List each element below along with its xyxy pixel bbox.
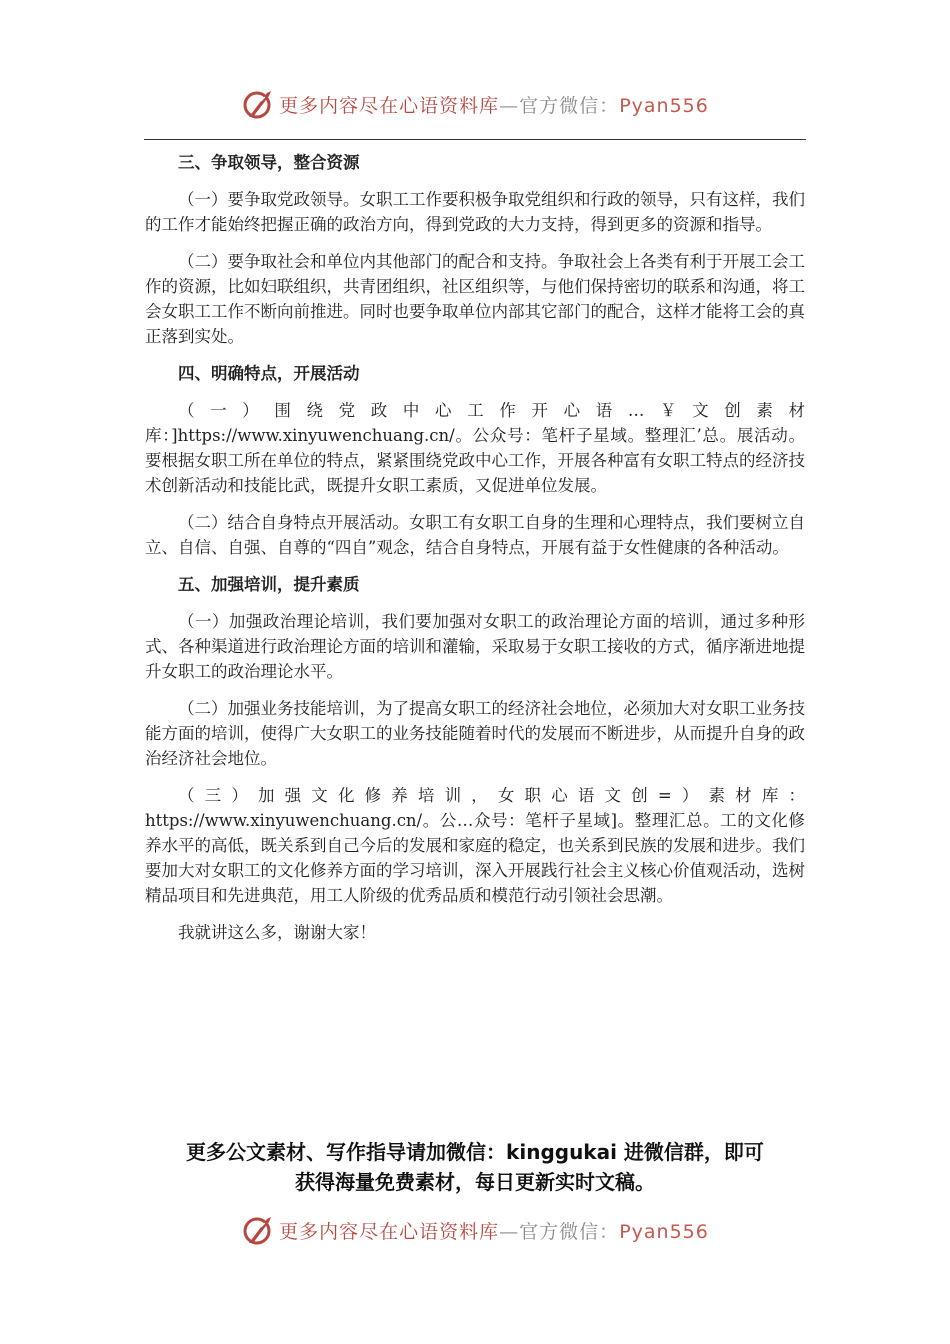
paragraph: （一）加强政治理论培训，我们要加强对女职工的政治理论方面的培训，通过多种形式、各种渠道进行政治理论方面的培训和灌输，采取易于女职工接收的方式，循序渐进地提升女职工的政治理论水平。	[145, 612, 805, 681]
section-heading-4: 四、明确特点，开展活动	[178, 364, 360, 383]
footer-banner	[0, 1210, 950, 1250]
banner-text	[279, 1217, 709, 1244]
document-body	[145, 150, 805, 945]
promo-line-1: 更多公文素材、写作指导请加微信：kinggukai 进微信群，即可	[186, 1140, 764, 1164]
header-rule	[144, 139, 806, 140]
banner-dash: —	[499, 94, 520, 117]
header-banner	[0, 84, 950, 124]
paragraph: （二）结合自身特点开展活动。女职工有女职工自身的生理和心理特点，我们要树立自立、自信、自强、自尊的“四自”观念，结合自身特点，开展有益于女性健康的各种活动。	[145, 513, 805, 557]
promo-text	[130, 1137, 820, 1197]
paragraph: （二）要争取社会和单位内其他部门的配合和支持。争取社会上各类有利于开展工会工作的资源，比如妇联组织，共青团组织，社区组织等，与他们保持密切的联系和沟通，将工会女职工工作不断向前推进。同时也要争取单位内部其它部门的配合，这样才能将工会的真正落到实处。	[145, 252, 805, 346]
section-heading-3: 三、争取领导，整合资源	[178, 153, 360, 172]
banner-text	[279, 91, 709, 118]
banner-site: 更多内容尽在心语资料库	[279, 94, 500, 117]
paragraph: （三）加强文化修养培训，女职心语文创=）素材库：https://www.xinyuwenchuang.cn/。公…众号：笔杆子星域]。整理汇总。工的文化修养水平的高低，既关系到自己今后的发展和家庭的稳定，也关系到民族的发展和进步。我们要加大对女职工的文化修养方面的学习培训，深入开展践行社会主义核心价值观活动，选树精品项目和先进典范，用工人阶级的优秀品质和模范行动引领社会思潮。	[145, 786, 805, 905]
banner-dash: —	[499, 1220, 520, 1243]
banner-wechat-id: Pyan556	[619, 1220, 709, 1243]
banner-official-label: 官方微信：	[519, 1220, 620, 1243]
quill-logo-icon	[241, 1213, 275, 1247]
banner-official-label: 官方微信：	[519, 94, 620, 117]
paragraph: （二）加强业务技能培训，为了提高女职工的经济社会地位，必须加大对女职工业务技能方面的培训，使得广大女职工的业务技能随着时代的发展而不断进步，从而提升自身的政治经济社会地位。	[145, 699, 805, 768]
promo-line-2: 获得海量免费素材，每日更新实时文稿。	[295, 1170, 655, 1194]
banner-wechat-id: Pyan556	[619, 94, 709, 117]
banner-site: 更多内容尽在心语资料库	[279, 1220, 500, 1243]
section-heading-5: 五、加强培训，提升素质	[178, 575, 360, 594]
paragraph: （一）围绕党政中心工作开心语…￥文创素材库：]https://www.xinyuwenchuang.cn/。公众号：笔杆子星域。整理汇’总。展活动。要根据女职工所在单位的特点，紧紧围绕党政中心工作，开展各种富有女职工特点的经济技术创新活动和技能比武，既提升女职工素质，又促进单位发展。	[145, 401, 805, 495]
paragraph: （一）要争取党政领导。女职工工作要积极争取党组织和行政的领导，只有这样，我们的工作才能始终把握正确的政治方向，得到党政的大力支持，得到更多的资源和指导。	[145, 190, 805, 234]
closing-remark: 我就讲这么多，谢谢大家！	[178, 923, 376, 942]
quill-logo-icon	[241, 87, 275, 121]
